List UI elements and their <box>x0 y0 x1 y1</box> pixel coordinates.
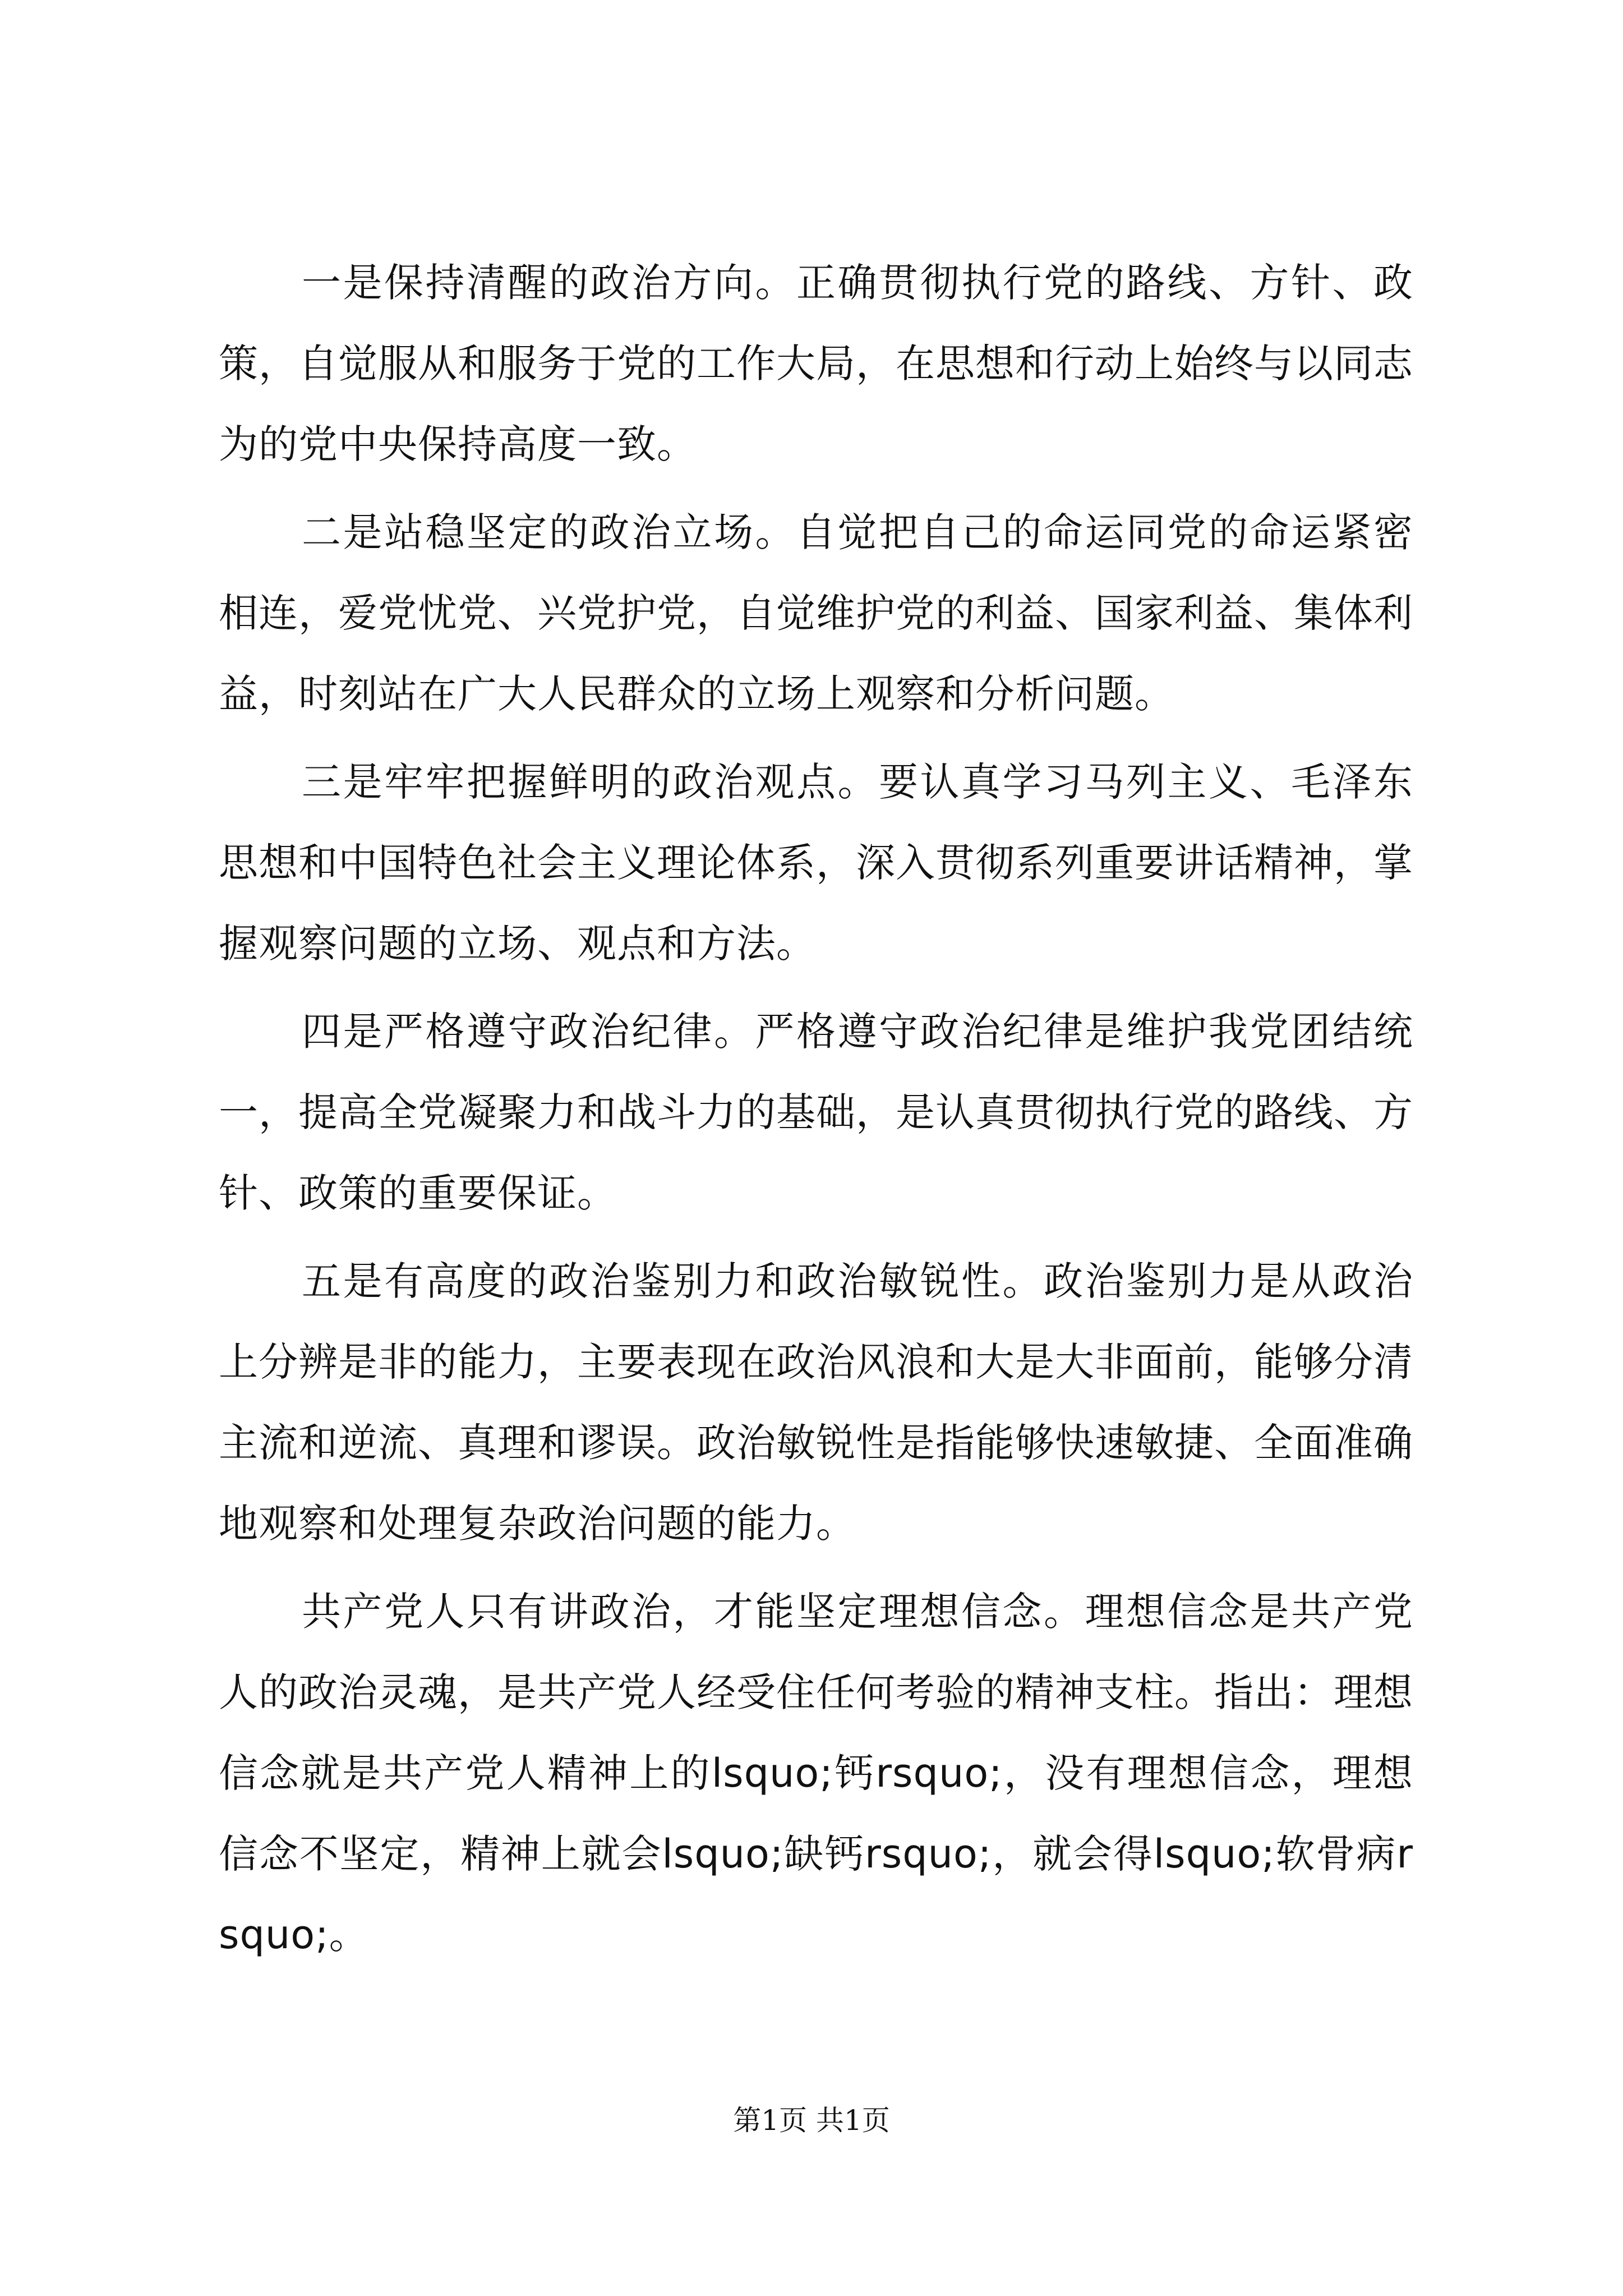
paragraph-2: 二是站稳坚定的政治立场。自觉把自己的命运同党的命运紧密相连，爱党忧党、兴党护党，自觉维护党的利益、国家利益、集体利益，时刻站在广大人民群众的立场上观察和分析问题。 <box>219 509 1413 717</box>
paragraph-6: 共产党人只有讲政治，才能坚定理想信念。理想信念是共产党人的政治灵魂，是共产党人经受住任何考验的精神支柱。指出：理想信念就是共产党人精神上的lsquo;钙rsquo;，没有理想信念，理想信念不坚定，精神上就会lsquo;缺钙rsquo;，就会得lsquo;软骨病rsquo;。 <box>219 1589 1413 1958</box>
paragraph-5: 五是有高度的政治鉴别力和政治敏锐性。政治鉴别力是从政治上分辨是非的能力，主要表现在政治风浪和大是大非面前，能够分清主流和逆流、真理和谬误。政治敏锐性是指能够快速敏捷、全面准确地观察和处理复杂政治问题的能力。 <box>219 1258 1413 1547</box>
paragraph-3: 三是牢牢把握鲜明的政治观点。要认真学习马列主义、毛泽东思想和中国特色社会主义理论体系，深入贯彻系列重要讲话精神，掌握观察问题的立场、观点和方法。 <box>219 759 1413 967</box>
document-body <box>219 242 1413 1982</box>
paragraph-4: 四是严格遵守政治纪律。严格遵守政治纪律是维护我党团结统一，提高全党凝聚力和战斗力的基础，是认真贯彻执行党的路线、方针、政策的重要保证。 <box>219 1009 1413 1216</box>
page-number-footer: 第1页 共1页 <box>733 2104 890 2137</box>
paragraph-1: 一是保持清醒的政治方向。正确贯彻执行党的路线、方针、政策，自觉服从和服务于党的工作大局，在思想和行动上始终与以同志为的党中央保持高度一致。 <box>219 260 1413 467</box>
